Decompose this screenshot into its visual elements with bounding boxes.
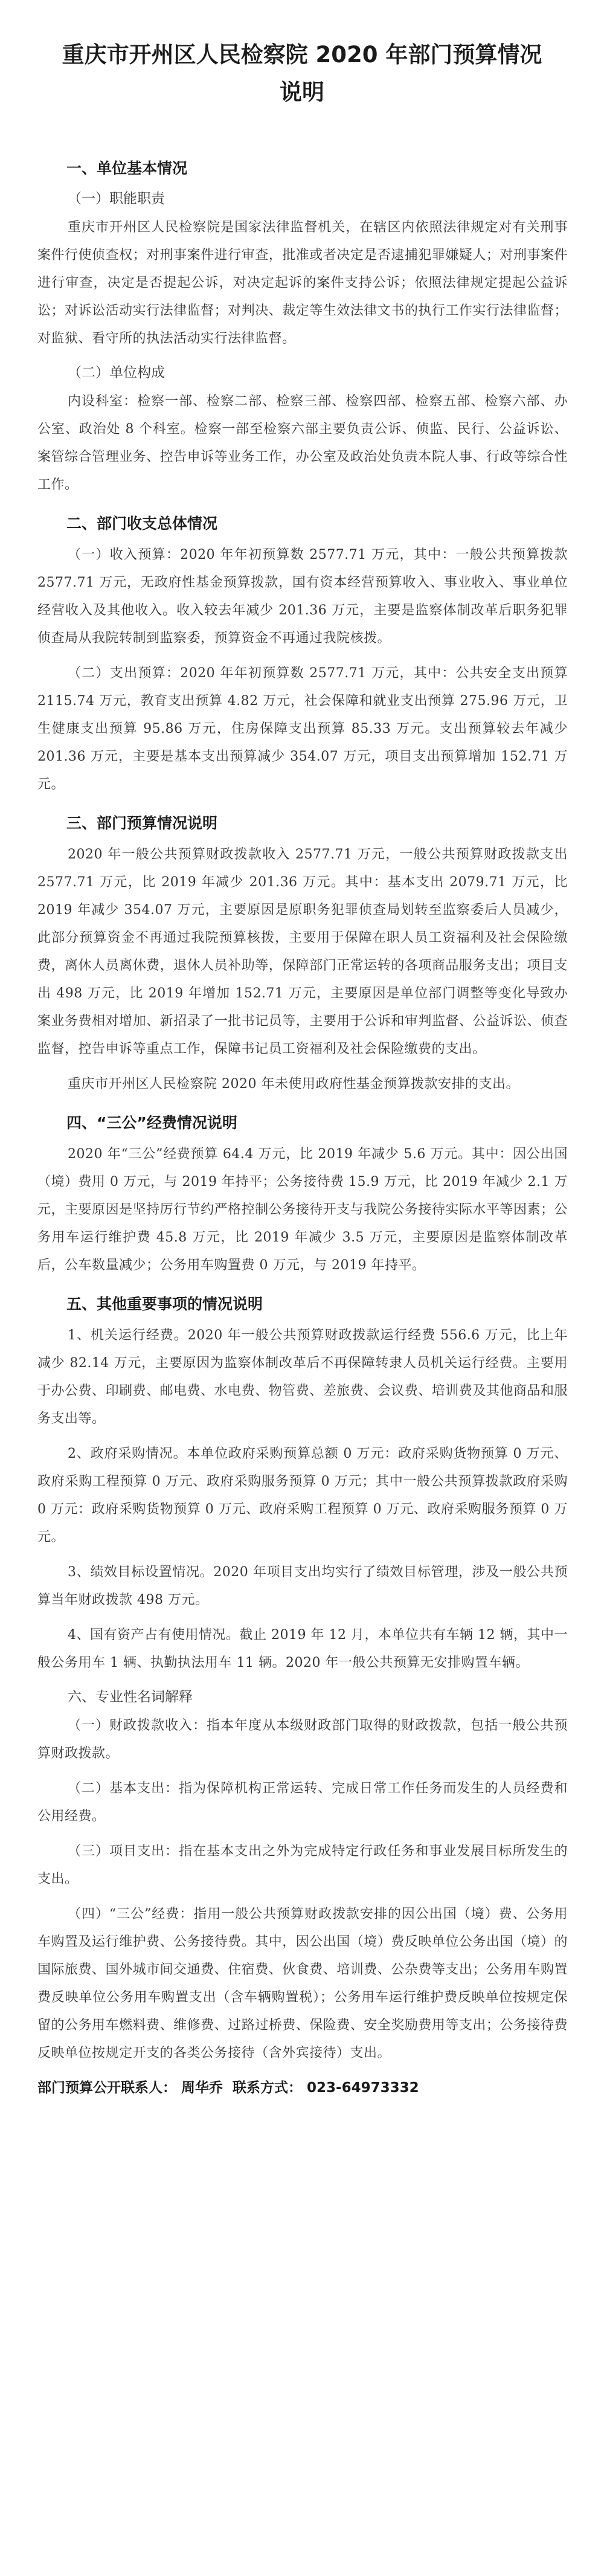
section-heading: 四、“三公”经费情况说明 xyxy=(66,1114,237,1132)
section-heading: 一、单位基本情况 xyxy=(66,159,188,177)
title-line-2: 说明 xyxy=(280,79,324,105)
paragraph: （一）收入预算：2020 年年初预算数 2577.71 万元，其中：一般公共预算拨款 2577.71 万元，无政府性基金预算拨款，国有资本经营预算收入、事业收入、事业单位经营收入及其他收入。收入较去年减少 201.36 万元，主要是监察体制改革后职务犯罪侦查局从我院转制到监察委，预算资金不再通过我院核拨。 xyxy=(37,547,568,646)
paragraph: 2、政府采购情况。本单位政府采购预算总额 0 万元：政府采购货物预算 0 万元、政府采购工程预算 0 万元、政府采购服务预算 0 万元；其中一般公共预算拨款政府采购 0 万元：政府采购货物预算 0 万元、政府采购工程预算 0 万元、政府采购服务预算 0 万元。 xyxy=(37,1446,568,1545)
paragraph: （一）财政拨款收入：指本年度从本级财政部门取得的财政拨款，包括一般公共预算财政拨款。 xyxy=(37,1718,568,1761)
section-heading: 六、专业性名词解释 xyxy=(68,1689,193,1705)
subsection-heading: （二）单位构成 xyxy=(68,365,165,381)
paragraph: 4、国有资产占有使用情况。截止 2019 年 12 月，本单位共有车辆 12 辆，其中一般公务用车 1 辆、执勤执法用车 11 辆。2020 年一般公共预算无安排购置车辆。 xyxy=(37,1628,568,1670)
paragraph: （二）基本支出：指为保障机构正常运转、完成日常工作任务而发生的人员经费和公用经费。 xyxy=(37,1781,568,1824)
subsection-heading: （一）职能职责 xyxy=(68,191,165,207)
paragraph: 2020 年“三公”经费预算 64.4 万元，比 2019 年减少 5.6 万元。其中：因公出国（境）费用 0 万元，与 2019 年持平；公务接待费 15.9 万元，比 2019 年减少 2.1 万元，主要原因是坚持厉行节约严格控制公务接待开支与我院公务接待实际水平等因素；公务用车运行维护费 45.8 万元，比 2019 年减少 3.5 万元，主要原因是监察体制改革后，公车数量减少；公务用车购置费 0 万元，与 2019 年持平。 xyxy=(37,1147,568,1273)
document-body xyxy=(37,144,568,2100)
phone-label: 联系方式： xyxy=(233,2080,303,2096)
paragraph: （三）项目支出：指在基本支出之外为完成特定行政任务和事业发展目标所发生的支出。 xyxy=(37,1844,568,1887)
contact-label: 部门预算公开联系人： xyxy=(37,2080,176,2096)
paragraph: 3、绩效目标设置情况。2020 年项目支出均实行了绩效目标管理，涉及一般公共预算当年财政拨款 498 万元。 xyxy=(37,1565,568,1608)
paragraph: （二）支出预算：2020 年年初预算数 2577.71 万元，其中：公共安全支出预算 2115.74 万元，教育支出预算 4.82 万元，社会保障和就业支出预算 275.96 万元，卫生健康支出预算 95.86 万元，住房保障支出预算 85.33 万元。支出预算较去年减少 201.36 万元，主要是基本支出预算减少 354.07 万元，项目支出预算增加 152.71 万元。 xyxy=(37,666,568,792)
section-heading: 五、其他重要事项的情况说明 xyxy=(66,1295,263,1313)
phone-number: 023-64973332 xyxy=(307,2080,419,2096)
paragraph: 1、机关运行经费。2020 年一般公共预算财政拨款运行经费 556.6 万元，比上年减少 82.14 万元，主要原因为监察体制改革后不再保障转隶人员机关运行经费。主要用于办公费、印刷费、邮电费、水电费、物管费、差旅费、会议费、培训费及其他商品和服务支出等。 xyxy=(37,1328,568,1426)
contact-name: 周华乔 xyxy=(181,2080,223,2096)
paragraph: 重庆市开州区人民检察院 2020 年未使用政府性基金预算拨款安排的支出。 xyxy=(68,1077,519,1092)
section-heading: 二、部门收支总体情况 xyxy=(66,515,218,532)
paragraph: 2020 年一般公共预算财政拨款收入 2577.71 万元，一般公共预算财政拨款支出 2577.71 万元，比 2019 年减少 201.36 万元。其中：基本支出 2079.71 万元，比 2019 年减少 354.07 万元，主要原因是原职务犯罪侦查局划转至监察委后人员减少，此部分预算资金不再通过我院预算核拨，主要用于保障在职人员工资福利及社会保险缴费，离休人员离休费，退休人员补助等，保障部门正常运转的各项商品服务支出；项目支出 498 万元，比 2019 年增加 152.71 万元，主要原因是单位部门调整等变化导致办案业务费相对增加、新招录了一批书记员等，主要用于公诉和审判监督、公益诉讼、侦查监督，控告申诉等重点工作，保障书记员工资福利及社会保险缴费的支出。 xyxy=(37,847,568,1057)
paragraph: 重庆市开州区人民检察院是国家法律监督机关，在辖区内依照法律规定对有关刑事案件行使侦查权；对刑事案件进行审查，批准或者决定是否逮捕犯罪嫌疑人；对刑事案件进行审查，决定是否提起公诉，对决定起诉的案件支持公诉；依照法律规定提起公益诉讼；对诉讼活动实行法律监督；对判决、裁定等生效法律文书的执行工作实行法律监督；对监狱、看守所的执法活动实行法律监督。 xyxy=(37,220,568,346)
section-heading: 三、部门预算情况说明 xyxy=(66,814,218,832)
contact-footer xyxy=(37,2076,568,2100)
paragraph: 内设科室：检察一部、检察二部、检察三部、检察四部、检察五部、检察六部、办公室、政治处 8 个科室。检察一部至检察六部主要负责公诉、侦监、民行、公益诉讼、案管综合管理业务、控告申诉等业务工作，办公室及政治处负责本院人事、行政等综合性工作。 xyxy=(37,394,568,492)
document-title xyxy=(36,36,568,111)
title-line-1: 重庆市开州区人民检察院 2020 年部门预算情况 xyxy=(62,42,542,68)
paragraph: （四）“三公”经费：指用一般公共预算财政拨款安排的因公出国（境）费、公务用车购置及运行维护费、公务接待费。其中，因公出国（境）费反映单位公务出国（境）的国际旅费、国外城市间交通费、住宿费、伙食费、培训费、公杂费等支出；公务用车购置费反映单位公务用车购置支出（含车辆购置税）；公务用车运行维护费反映单位按规定保留的公务用车燃料费、维修费、过路过桥费、保险费、安全奖励费用等支出；公务接待费反映单位按规定开支的各类公务接待（含外宾接待）支出。 xyxy=(37,1907,568,2061)
